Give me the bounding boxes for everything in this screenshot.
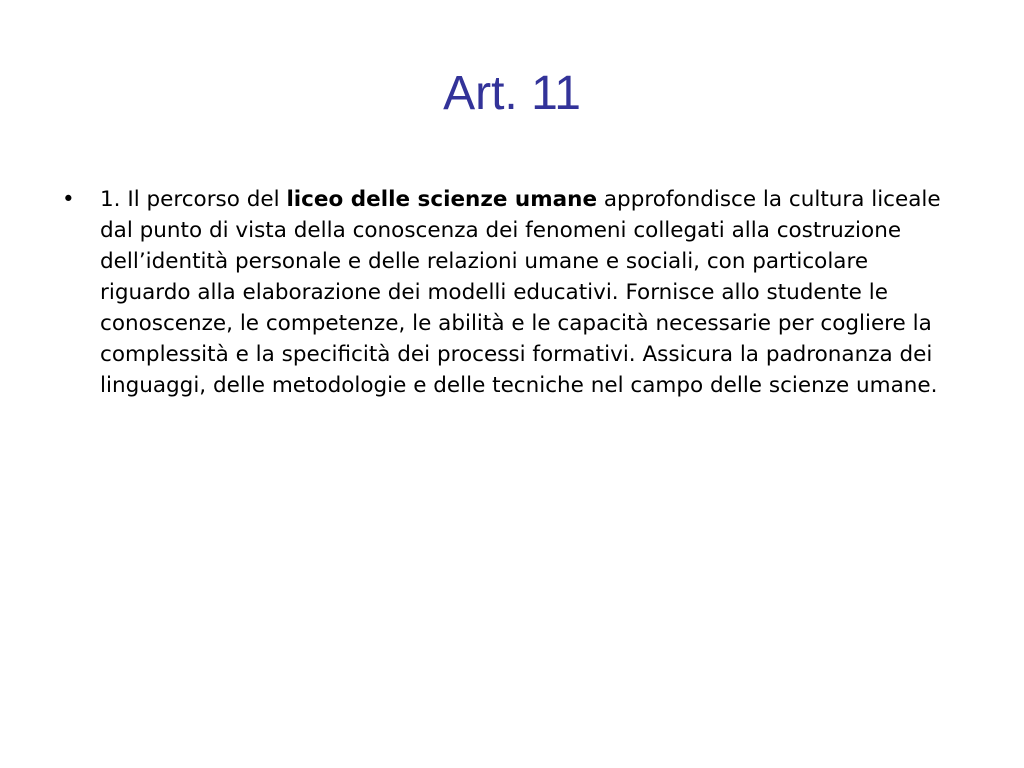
slide-title: Art. 11 (443, 67, 581, 120)
paragraph-rest: approfondisce la cultura liceale dal punto di vista della conoscenza dei fenomeni collegati alla costruzione dell’identità personale e delle relazioni umane e sociali, con particolare riguardo alla elaborazione dei modelli educativi. Fornisce allo studente le conoscenze, le competenze, le abilità e le capacità necessarie per cogliere la complessità e la specificità dei processi formativi. Assicura la padronanza dei linguaggi, delle metodologie e delle tecniche nel campo delle scienze umane. (100, 187, 941, 398)
paragraph-bold: liceo delle scienze umane (286, 187, 598, 212)
paragraph-lead: 1. Il percorso del (100, 187, 287, 212)
bullet-item (62, 184, 942, 401)
bullet-icon: • (62, 187, 75, 212)
bullet-list (62, 184, 942, 401)
